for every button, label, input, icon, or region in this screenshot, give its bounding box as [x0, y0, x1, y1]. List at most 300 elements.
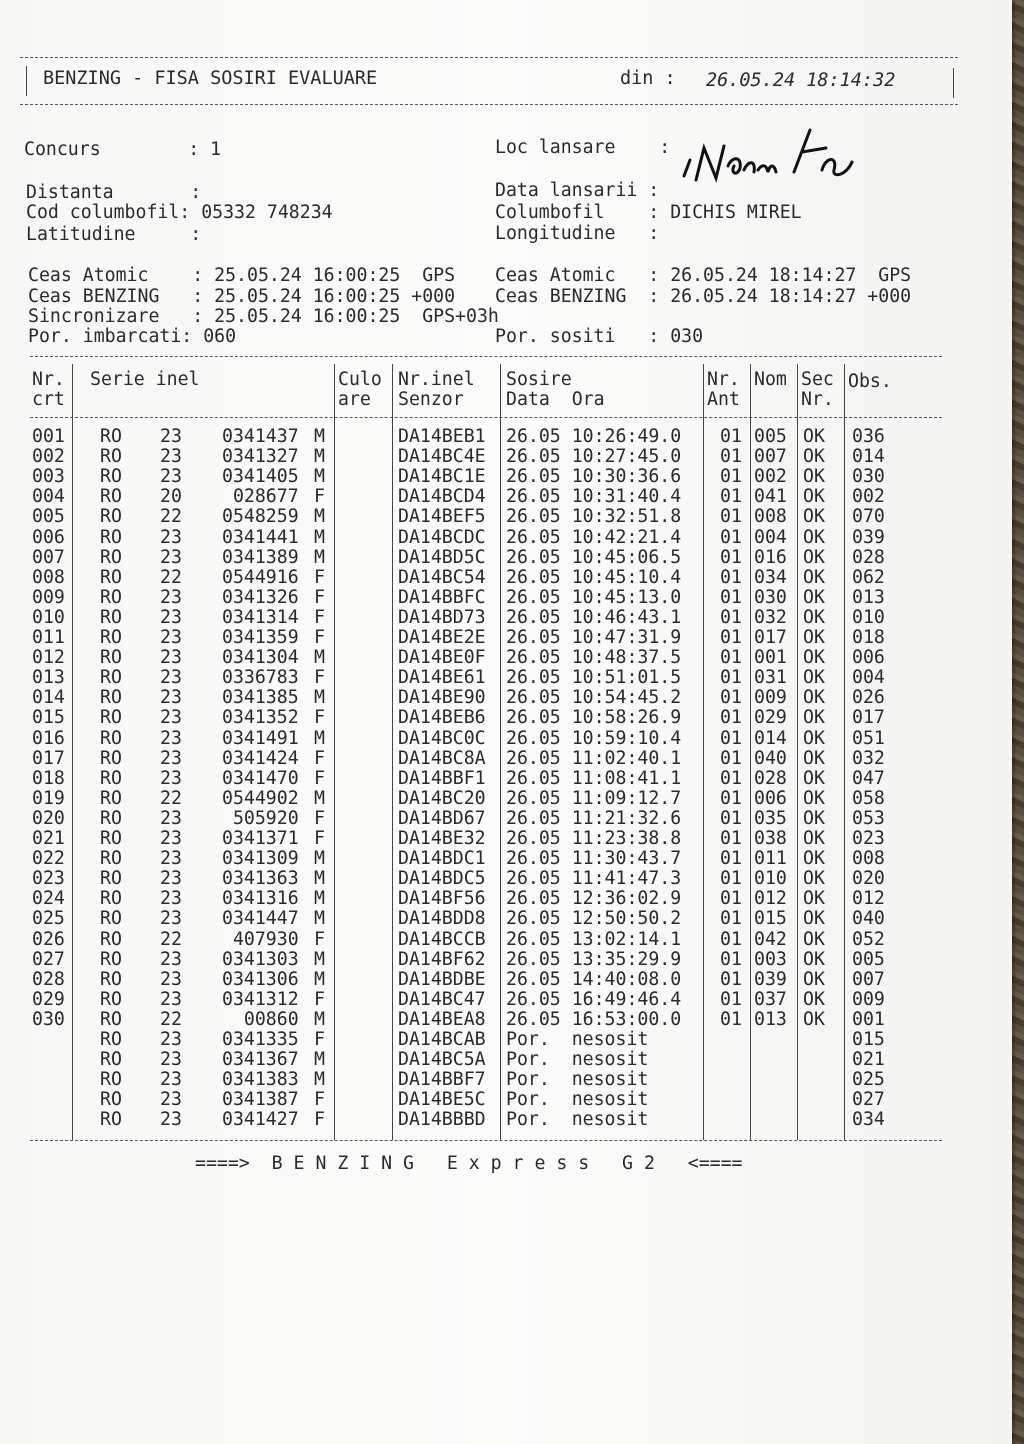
- row-nr-crt: 029: [32, 988, 65, 1010]
- row-sex: F: [314, 928, 325, 950]
- footer-brand: ====> B E N Z I N G E x p r e s s G 2 <====: [195, 1153, 743, 1174]
- row-nom: 032: [754, 606, 787, 628]
- row-arrival-time: Por. nesosit: [506, 1029, 649, 1050]
- row-sec-status: OK: [803, 968, 825, 990]
- row-sex: M: [314, 1069, 325, 1091]
- row-obs: 040: [852, 908, 885, 930]
- header-nr-crt-2: crt: [32, 389, 65, 410]
- row-country: RO: [100, 1109, 122, 1131]
- row-nom: 001: [754, 647, 787, 669]
- row-ring-number: 0341491: [222, 727, 299, 749]
- table-top-border: [30, 356, 942, 357]
- row-sec-status: OK: [803, 506, 825, 528]
- row-country: RO: [100, 848, 122, 870]
- col-divider-3: [392, 364, 393, 1140]
- row-ring-number: 0341405: [222, 466, 299, 488]
- header-nr-crt: Nr.: [32, 369, 65, 390]
- row-sensor-id: DA14BE0F: [398, 647, 486, 669]
- row-sex: M: [314, 727, 325, 749]
- row-obs: 005: [852, 948, 885, 970]
- row-arrival-time: 26.05 11:21:32.6: [506, 807, 682, 829]
- row-nr-ant: 01: [720, 707, 742, 729]
- row-year: 23: [160, 426, 182, 447]
- row-year: 22: [160, 1008, 182, 1030]
- row-sec-status: OK: [803, 486, 825, 508]
- row-arrival-time: 26.05 12:50:50.2: [506, 908, 682, 930]
- row-ring-number: 0341441: [222, 526, 299, 548]
- row-obs: 070: [852, 506, 885, 528]
- row-obs: 012: [852, 888, 885, 910]
- row-nom: 012: [754, 888, 787, 910]
- col-divider-8: [844, 364, 845, 1140]
- row-sex: F: [314, 807, 325, 829]
- row-nr-crt: 009: [32, 586, 65, 608]
- row-nr-crt: 020: [32, 807, 65, 829]
- row-country: RO: [100, 606, 122, 628]
- header-nr-ant: Nr.: [707, 369, 740, 390]
- row-country: RO: [100, 647, 122, 669]
- row-country: RO: [100, 466, 122, 488]
- row-country: RO: [100, 586, 122, 608]
- row-arrival-time: 26.05 10:48:37.5: [506, 647, 682, 669]
- row-ring-number: 407930: [222, 928, 299, 950]
- row-year: 23: [160, 546, 182, 568]
- row-arrival-time: 26.05 10:32:51.8: [506, 506, 682, 528]
- row-obs: 007: [852, 968, 885, 990]
- row-obs: 032: [852, 747, 885, 769]
- row-arrival-time: 26.05 14:40:08.0: [506, 968, 682, 990]
- loc-lansare-line: Loc lansare :: [495, 137, 671, 158]
- row-country: RO: [100, 1069, 122, 1091]
- row-year: 22: [160, 566, 182, 588]
- row-sex: F: [314, 767, 325, 789]
- row-sensor-id: DA14BE32: [398, 828, 486, 849]
- row-nr-ant: 01: [720, 787, 742, 809]
- row-sex: F: [314, 566, 325, 588]
- row-sec-status: OK: [803, 627, 825, 648]
- row-sec-status: OK: [803, 606, 825, 628]
- row-nr-crt: 024: [32, 888, 65, 910]
- row-sec-status: OK: [803, 988, 825, 1010]
- distanta-line: Distanta :: [26, 182, 202, 203]
- row-arrival-time: 26.05 11:09:12.7: [506, 787, 682, 809]
- row-nr-ant: 01: [720, 767, 742, 789]
- header-sosire: Sosire: [506, 369, 572, 390]
- row-sensor-id: DA14BD5C: [398, 546, 486, 568]
- row-ring-number: 0341385: [222, 687, 299, 709]
- latitudine-line: Latitudine :: [26, 224, 202, 245]
- header-top-border: [20, 57, 958, 58]
- row-year: 23: [160, 807, 182, 829]
- row-sensor-id: DA14BF56: [398, 888, 486, 910]
- row-sec-status: OK: [803, 727, 825, 749]
- row-year: 23: [160, 968, 182, 990]
- row-sec-status: OK: [803, 747, 825, 769]
- row-sex: F: [314, 586, 325, 608]
- row-country: RO: [100, 888, 122, 910]
- row-country: RO: [100, 988, 122, 1010]
- row-ring-number: 0544916: [222, 566, 299, 588]
- row-nr-ant: 01: [720, 647, 742, 669]
- row-sec-status: OK: [803, 1008, 825, 1030]
- row-country: RO: [100, 727, 122, 749]
- row-nr-crt: 001: [32, 426, 65, 447]
- row-nr-ant: 01: [720, 727, 742, 749]
- row-year: 23: [160, 466, 182, 488]
- row-obs: 008: [852, 848, 885, 870]
- row-nr-crt: 007: [32, 546, 65, 568]
- row-nr-crt: 010: [32, 606, 65, 628]
- row-country: RO: [100, 1008, 122, 1030]
- row-sec-status: OK: [803, 848, 825, 870]
- row-ring-number: 0341327: [222, 446, 299, 468]
- row-sec-status: OK: [803, 868, 825, 890]
- row-obs: 013: [852, 586, 885, 608]
- row-nr-ant: 01: [720, 506, 742, 528]
- row-obs: 026: [852, 687, 885, 709]
- row-ring-number: 0341352: [222, 707, 299, 729]
- row-nom: 016: [754, 546, 787, 568]
- row-sensor-id: DA14BEA8: [398, 1008, 486, 1030]
- row-ring-number: 0341359: [222, 627, 299, 648]
- row-nr-ant: 01: [720, 566, 742, 588]
- row-obs: 039: [852, 526, 885, 548]
- row-nr-ant: 01: [720, 988, 742, 1010]
- ceas-benzing-start: Ceas BENZING : 25.05.24 16:00:25 +000: [28, 286, 456, 307]
- row-arrival-time: 26.05 10:51:01.5: [506, 667, 682, 689]
- row-obs: 058: [852, 787, 885, 809]
- row-sec-status: OK: [803, 647, 825, 669]
- row-obs: 023: [852, 828, 885, 849]
- row-year: 23: [160, 727, 182, 749]
- row-year: 22: [160, 928, 182, 950]
- row-year: 23: [160, 848, 182, 870]
- row-nr-crt: 006: [32, 526, 65, 548]
- row-country: RO: [100, 687, 122, 709]
- row-sensor-id: DA14BD73: [398, 606, 486, 628]
- longitudine-line: Longitudine :: [495, 223, 660, 244]
- row-sex: M: [314, 446, 325, 468]
- document-title: BENZING - FISA SOSIRI EVALUARE: [43, 68, 378, 89]
- row-sensor-id: DA14BC47: [398, 988, 486, 1010]
- row-nom: 034: [754, 566, 787, 588]
- row-arrival-time: 26.05 10:59:10.4: [506, 727, 682, 749]
- header-senzor: Senzor: [398, 389, 464, 410]
- row-ring-number: 0341326: [222, 586, 299, 608]
- row-arrival-time: Por. nesosit: [506, 1109, 649, 1131]
- row-sec-status: OK: [803, 828, 825, 849]
- row-nr-ant: 01: [720, 667, 742, 689]
- row-year: 23: [160, 868, 182, 890]
- row-sec-status: OK: [803, 888, 825, 910]
- row-nr-ant: 01: [720, 888, 742, 910]
- row-sensor-id: DA14BC20: [398, 787, 486, 809]
- header-culoare: Culo: [338, 369, 382, 390]
- row-ring-number: 505920: [222, 807, 299, 829]
- row-nom: 028: [754, 767, 787, 789]
- row-nom: 041: [754, 486, 787, 508]
- row-sensor-id: DA14BC4E: [398, 446, 486, 468]
- row-sec-status: OK: [803, 426, 825, 447]
- row-nom: 010: [754, 868, 787, 890]
- row-year: 23: [160, 627, 182, 648]
- row-obs: 051: [852, 727, 885, 749]
- row-nr-crt: 021: [32, 828, 65, 849]
- row-sensor-id: DA14BE90: [398, 687, 486, 709]
- row-country: RO: [100, 908, 122, 930]
- row-sensor-id: DA14BBFC: [398, 586, 486, 608]
- row-sex: F: [314, 988, 325, 1010]
- header-nom: Nom: [754, 369, 787, 390]
- header-serie-inel: Serie inel: [90, 369, 200, 390]
- row-year: 23: [160, 1049, 182, 1071]
- row-obs: 010: [852, 606, 885, 628]
- row-arrival-time: 26.05 11:23:38.8: [506, 828, 682, 849]
- row-sec-status: OK: [803, 948, 825, 970]
- row-nom: 040: [754, 747, 787, 769]
- porumbei-imbarcati: Por. imbarcati: 060: [28, 326, 237, 347]
- ceas-atomic-start: Ceas Atomic : 25.05.24 16:00:25 GPS: [28, 265, 456, 286]
- row-nr-ant: 01: [720, 908, 742, 930]
- table-bottom-border: [30, 1140, 942, 1141]
- header-nr-inel: Nr.inel: [398, 369, 475, 390]
- row-nom: 038: [754, 828, 787, 849]
- row-sex: M: [314, 1008, 325, 1030]
- row-sec-status: OK: [803, 908, 825, 930]
- row-arrival-time: 26.05 11:02:40.1: [506, 747, 682, 769]
- row-sex: M: [314, 787, 325, 809]
- row-nom: 002: [754, 466, 787, 488]
- row-arrival-time: 26.05 10:58:26.9: [506, 707, 682, 729]
- header-culoare-2: are: [338, 389, 371, 410]
- row-country: RO: [100, 1029, 122, 1050]
- row-sex: M: [314, 647, 325, 669]
- row-country: RO: [100, 868, 122, 890]
- row-obs: 001: [852, 1008, 885, 1030]
- row-ring-number: 0544902: [222, 787, 299, 809]
- row-ring-number: 0341387: [222, 1089, 299, 1111]
- row-nom: 003: [754, 948, 787, 970]
- row-year: 23: [160, 586, 182, 608]
- row-ring-number: 0341389: [222, 546, 299, 568]
- row-nom: 031: [754, 667, 787, 689]
- ceas-benzing-end: Ceas BENZING : 26.05.24 18:14:27 +000: [495, 286, 912, 307]
- row-obs: 006: [852, 647, 885, 669]
- row-year: 23: [160, 1069, 182, 1091]
- row-sec-status: OK: [803, 466, 825, 488]
- row-nr-crt: 015: [32, 707, 65, 729]
- row-nr-ant: 01: [720, 848, 742, 870]
- row-nom: 042: [754, 928, 787, 950]
- row-obs: 021: [852, 1049, 885, 1071]
- row-country: RO: [100, 1049, 122, 1071]
- row-year: 22: [160, 787, 182, 809]
- row-obs: 015: [852, 1029, 885, 1050]
- row-country: RO: [100, 627, 122, 648]
- row-arrival-time: 26.05 11:30:43.7: [506, 848, 682, 870]
- row-year: 23: [160, 687, 182, 709]
- row-nom: 013: [754, 1008, 787, 1030]
- row-arrival-time: 26.05 11:08:41.1: [506, 767, 682, 789]
- row-nr-crt: 026: [32, 928, 65, 950]
- row-year: 23: [160, 606, 182, 628]
- header-data-ora: Data Ora: [506, 389, 605, 410]
- row-obs: 002: [852, 486, 885, 508]
- col-divider-7: [797, 364, 798, 1140]
- row-arrival-time: Por. nesosit: [506, 1069, 649, 1091]
- row-nr-crt: 023: [32, 868, 65, 890]
- row-sec-status: OK: [803, 566, 825, 588]
- row-country: RO: [100, 486, 122, 508]
- row-ring-number: 028677: [222, 486, 299, 508]
- row-sensor-id: DA14BBF1: [398, 767, 486, 789]
- row-ring-number: 0336783: [222, 667, 299, 689]
- header-ant: Ant: [707, 389, 740, 410]
- row-sensor-id: DA14BE61: [398, 667, 486, 689]
- row-sensor-id: DA14BCD4: [398, 486, 486, 508]
- row-arrival-time: 26.05 10:31:40.4: [506, 486, 682, 508]
- row-nr-crt: 025: [32, 908, 65, 930]
- row-nom: 008: [754, 506, 787, 528]
- row-sex: M: [314, 466, 325, 488]
- row-sec-status: OK: [803, 787, 825, 809]
- row-sex: M: [314, 687, 325, 709]
- row-nr-crt: 002: [32, 446, 65, 468]
- row-sensor-id: DA14BC0C: [398, 727, 486, 749]
- row-nr-ant: 01: [720, 868, 742, 890]
- row-nr-ant: 01: [720, 466, 742, 488]
- row-year: 23: [160, 526, 182, 548]
- row-country: RO: [100, 526, 122, 548]
- row-sex: F: [314, 707, 325, 729]
- row-sex: F: [314, 667, 325, 689]
- row-ring-number: 0341427: [222, 1109, 299, 1131]
- row-nom: 035: [754, 807, 787, 829]
- row-obs: 028: [852, 546, 885, 568]
- row-sensor-id: DA14BDBE: [398, 968, 486, 990]
- row-country: RO: [100, 426, 122, 447]
- row-arrival-time: Por. nesosit: [506, 1089, 649, 1111]
- row-sensor-id: DA14BBF7: [398, 1069, 486, 1091]
- row-ring-number: 0341314: [222, 606, 299, 628]
- row-nr-ant: 01: [720, 606, 742, 628]
- row-sec-status: OK: [803, 767, 825, 789]
- row-nom: 037: [754, 988, 787, 1010]
- row-arrival-time: 26.05 10:45:13.0: [506, 586, 682, 608]
- row-year: 23: [160, 1029, 182, 1050]
- header-left-border: [26, 66, 27, 96]
- row-year: 23: [160, 888, 182, 910]
- row-sec-status: OK: [803, 446, 825, 468]
- row-sex: F: [314, 627, 325, 648]
- row-sensor-id: DA14BDC5: [398, 868, 486, 890]
- row-nr-ant: 01: [720, 1008, 742, 1030]
- header-right-border: [953, 68, 954, 98]
- col-divider-4: [500, 364, 501, 1140]
- header-bottom-border: [20, 104, 958, 105]
- row-year: 20: [160, 486, 182, 508]
- row-year: 23: [160, 1089, 182, 1111]
- row-ring-number: 0341437: [222, 426, 299, 447]
- data-lansarii-line: Data lansarii :: [495, 180, 660, 201]
- row-ring-number: 0341383: [222, 1069, 299, 1091]
- sincronizare-line: Sincronizare : 25.05.24 16:00:25 GPS+03h: [28, 306, 499, 327]
- row-year: 22: [160, 506, 182, 528]
- row-sensor-id: DA14BEB6: [398, 707, 486, 729]
- row-year: 23: [160, 667, 182, 689]
- row-arrival-time: 26.05 10:54:45.2: [506, 687, 682, 709]
- row-arrival-time: 26.05 10:30:36.6: [506, 466, 682, 488]
- row-country: RO: [100, 968, 122, 990]
- row-nr-crt: 013: [32, 667, 65, 689]
- row-obs: 034: [852, 1109, 885, 1131]
- row-sensor-id: DA14BBBD: [398, 1109, 486, 1131]
- row-country: RO: [100, 707, 122, 729]
- row-sex: M: [314, 888, 325, 910]
- row-nr-ant: 01: [720, 687, 742, 709]
- row-nr-crt: 004: [32, 486, 65, 508]
- row-sec-status: OK: [803, 586, 825, 608]
- row-nr-ant: 01: [720, 968, 742, 990]
- row-nom: 009: [754, 687, 787, 709]
- row-year: 23: [160, 988, 182, 1010]
- row-obs: 025: [852, 1069, 885, 1091]
- cod-columbofil-line: Cod columbofil: 05332 748234: [26, 202, 333, 223]
- row-country: RO: [100, 767, 122, 789]
- col-divider-2: [334, 364, 335, 1140]
- col-divider-1: [72, 364, 73, 1140]
- row-country: RO: [100, 747, 122, 769]
- row-arrival-time: 26.05 13:02:14.1: [506, 928, 682, 950]
- porumbei-sositi: Por. sositi : 030: [495, 326, 704, 347]
- row-sex: F: [314, 828, 325, 849]
- row-nom: 007: [754, 446, 787, 468]
- row-year: 23: [160, 647, 182, 669]
- row-country: RO: [100, 948, 122, 970]
- header-sec: Sec: [801, 369, 834, 390]
- row-nom: 011: [754, 848, 787, 870]
- row-arrival-time: 26.05 10:47:31.9: [506, 627, 682, 648]
- row-sensor-id: DA14BF62: [398, 948, 486, 970]
- row-sensor-id: DA14BC1E: [398, 466, 486, 488]
- row-sex: M: [314, 526, 325, 548]
- row-year: 23: [160, 747, 182, 769]
- row-nr-ant: 01: [720, 928, 742, 950]
- date-label: din :: [620, 68, 676, 89]
- row-year: 23: [160, 446, 182, 468]
- row-nr-ant: 01: [720, 627, 742, 648]
- row-nr-ant: 01: [720, 546, 742, 568]
- row-nr-crt: 011: [32, 627, 65, 648]
- row-sex: M: [314, 1049, 325, 1071]
- row-sensor-id: DA14BC5A: [398, 1049, 486, 1071]
- row-country: RO: [100, 807, 122, 829]
- row-arrival-time: 26.05 10:46:43.1: [506, 606, 682, 628]
- row-ring-number: 0341303: [222, 948, 299, 970]
- row-country: RO: [100, 446, 122, 468]
- row-nr-ant: 01: [720, 948, 742, 970]
- row-country: RO: [100, 928, 122, 950]
- row-sex: M: [314, 426, 325, 447]
- concurs-line: Concurs : 1: [24, 139, 222, 160]
- row-nr-crt: 017: [32, 747, 65, 769]
- row-arrival-time: 26.05 10:27:45.0: [506, 446, 682, 468]
- row-obs: 014: [852, 446, 885, 468]
- row-sec-status: OK: [803, 667, 825, 689]
- row-country: RO: [100, 1089, 122, 1111]
- handwritten-signature: [676, 126, 861, 188]
- row-obs: 020: [852, 868, 885, 890]
